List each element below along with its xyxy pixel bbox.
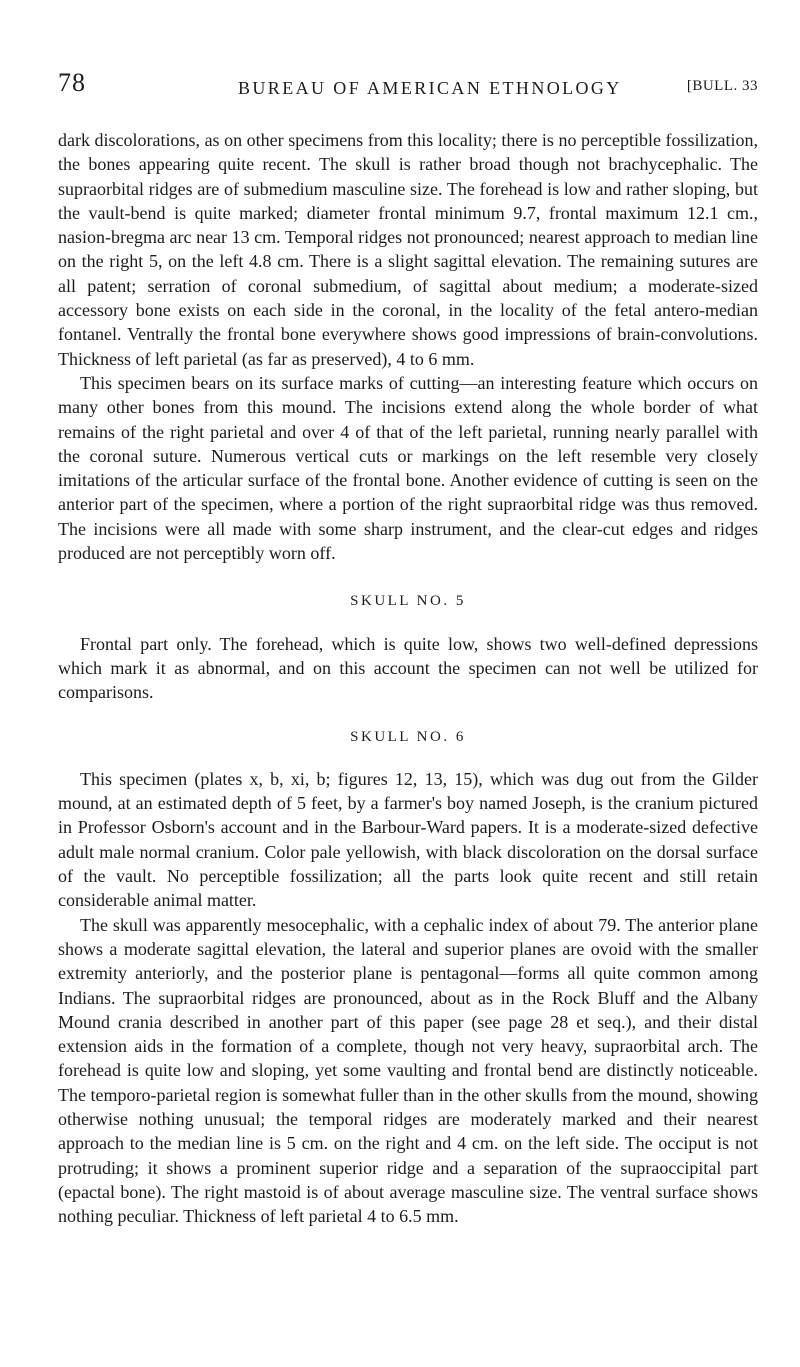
paragraph-skull-6-description: This specimen (plates x, b, xi, b; figures 12, 13, 15), which was dug out from the Gilder mound, at an estimated depth of 5 feet, by a farmer's boy named Joseph, is the cranium pictured in Professor Osborn's account and in the Barbour-Ward papers. It is a moderate-sized defective adult male normal cranium. Color pale yellowish, with black discoloration on the dorsal surface of the vault. No perceptible fossilization; all the parts look quite recent and still retain considerable animal matter. xyxy=(58,768,758,911)
paragraph-skull-5: Frontal part only. The forehead, which is quite low, shows two well-defined depressions which mark it as abnormal, and on this account the specimen can not well be utilized for comparisons. xyxy=(58,633,758,703)
running-head xyxy=(58,68,758,114)
paragraph-cutting-marks: This specimen bears on its surface marks of cutting—an interesting feature which occurs on many other bones from this mound. The incisions extend along the whole border of what remains of the right parietal and over 4 of that of the left parietal, running nearly parallel with the coronal suture. Numerous vertical cuts or markings on the left resemble very closely imitations of the articular surface of the frontal bone. Another evidence of cutting is seen on the anterior part of the specimen, where a portion of the right supraorbital ridge was thus removed. The incisions were all made with some sharp instrument, and the clear-cut edges and ridges produced are not perceptibly worn off. xyxy=(58,372,758,564)
bulletin-reference: [BULL. 33 xyxy=(686,78,758,94)
section-heading-skull-5: SKULL NO. 5 xyxy=(350,593,466,610)
page-number: 78 xyxy=(58,68,86,97)
book-page xyxy=(58,68,758,1228)
section-heading-skull-6: SKULL NO. 6 xyxy=(350,728,466,745)
body-text xyxy=(58,128,758,1228)
journal-title: BUREAU OF AMERICAN ETHNOLOGY xyxy=(238,78,622,98)
paragraph-skull-6-morphology: The skull was apparently mesocephalic, with a cephalic index of about 79. The anterior plane shows a moderate sagittal elevation, the lateral and superior planes are ovoid with the smaller extremity anteriorly, and the posterior plane is pentagonal—forms all quite common among Indians. The supraorbital ridges are pronounced, about as in the Rock Bluff and the Albany Mound crania described in another part of this paper (see page 28 et seq.), and their distal extension aids in the formation of a complete, though not very heavy, supraorbital arch. The forehead is quite low and sloping, yet some vaulting and frontal bend are distinctly noticeable. The temporo-parietal region is somewhat fuller than in the other skulls from the mound, showing otherwise nothing unusual; the temporal ridges are moderately marked and their nearest approach to the median line is 5 cm. on the right and 4 cm. on the left side. The occiput is not protruding; it shows a prominent superior ridge and a separation of the supraoccipital part (epactal bone). The right mastoid is of about average masculine size. The ventral surface shows nothing peculiar. Thickness of left parietal 4 to 6.5 mm. xyxy=(58,914,758,1227)
paragraph-continued: dark discolorations, as on other specimens from this locality; there is no perceptible fossilization, the bones appearing quite recent. The skull is rather broad though not brachycephalic. The supraorbital ridges are of submedium masculine size. The forehead is low and rather sloping, but the vault-bend is quite marked; diameter frontal minimum 9.7, frontal maximum 12.1 cm., nasion-bregma arc near 13 cm. Temporal ridges not pronounced; nearest approach to median line on the right 5, on the left 4.8 cm. There is a slight sagittal elevation. The remaining sutures are all patent; serration of coronal submedium, of sagittal about medium; a moderate-sized accessory bone exists on each side in the coronal, in the locality of the fetal antero-median fontanel. Ventrally the frontal bone everywhere shows good impressions of brain-convolutions. Thickness of left parietal (as far as preserved), 4 to 6 mm. xyxy=(58,130,758,369)
